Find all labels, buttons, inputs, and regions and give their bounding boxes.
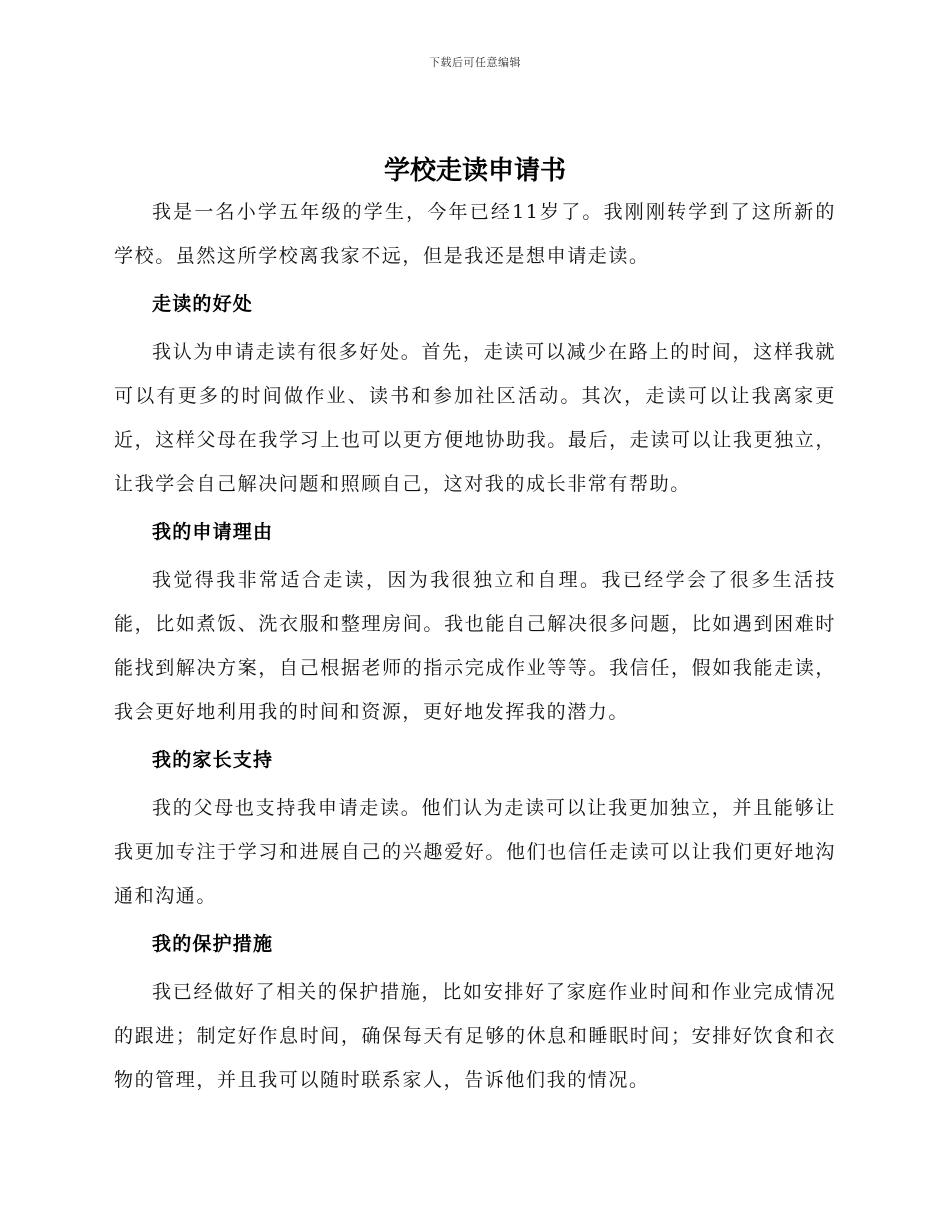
section-body-reasons: 我觉得我非常适合走读，因为我很独立和自理。我已经学会了很多生活技能，比如煮饭、洗衣服和整理房间。我也能自己解决很多问题，比如遇到困难时能找到解决方案，自己根据老师的指示完成作业等等。我信任，假如我能走读，我会更好地利用我的时间和资源，更好地发挥我的潜力。 — [114, 569, 836, 723]
section-heading-safety-measures: 我的保护措施 — [152, 933, 274, 955]
page-header-note: 下载后可任意编辑 — [429, 56, 521, 69]
section-heading-parent-support: 我的家长支持 — [152, 749, 274, 771]
section-body-safety-measures: 我已经做好了相关的保护措施，比如安排好了家庭作业时间和作业完成情况的跟进；制定好作息时间，确保每天有足够的休息和睡眠时间；安排好饮食和衣物的管理，并且我可以随时联系家人，告诉他们我的情况。 — [114, 981, 836, 1091]
section-heading-benefits: 走读的好处 — [152, 293, 254, 315]
section-body-benefits: 我认为申请走读有很多好处。首先，走读可以减少在路上的时间，这样我就可以有更多的时间做作业、读书和参加社区活动。其次，走读可以让我离家更近，这样父母在我学习上也可以更方便地协助我。最后，走读可以让我更独立，让我学会自己解决问题和照顾自己，这对我的成长非常有帮助。 — [114, 341, 836, 495]
section-body-parent-support: 我的父母也支持我申请走读。他们认为走读可以让我更加独立，并且能够让我更加专注于学习和进展自己的兴趣爱好。他们也信任走读可以让我们更好地沟通和沟通。 — [114, 797, 836, 907]
document-title: 学校走读申请书 — [383, 156, 566, 186]
document-body — [114, 190, 836, 1102]
intro-paragraph: 我是一名小学五年级的学生，今年已经11岁了。我刚刚转学到了这所新的学校。虽然这所学校离我家不远，但是我还是想申请走读。 — [114, 201, 836, 267]
section-heading-reasons: 我的申请理由 — [152, 521, 274, 543]
